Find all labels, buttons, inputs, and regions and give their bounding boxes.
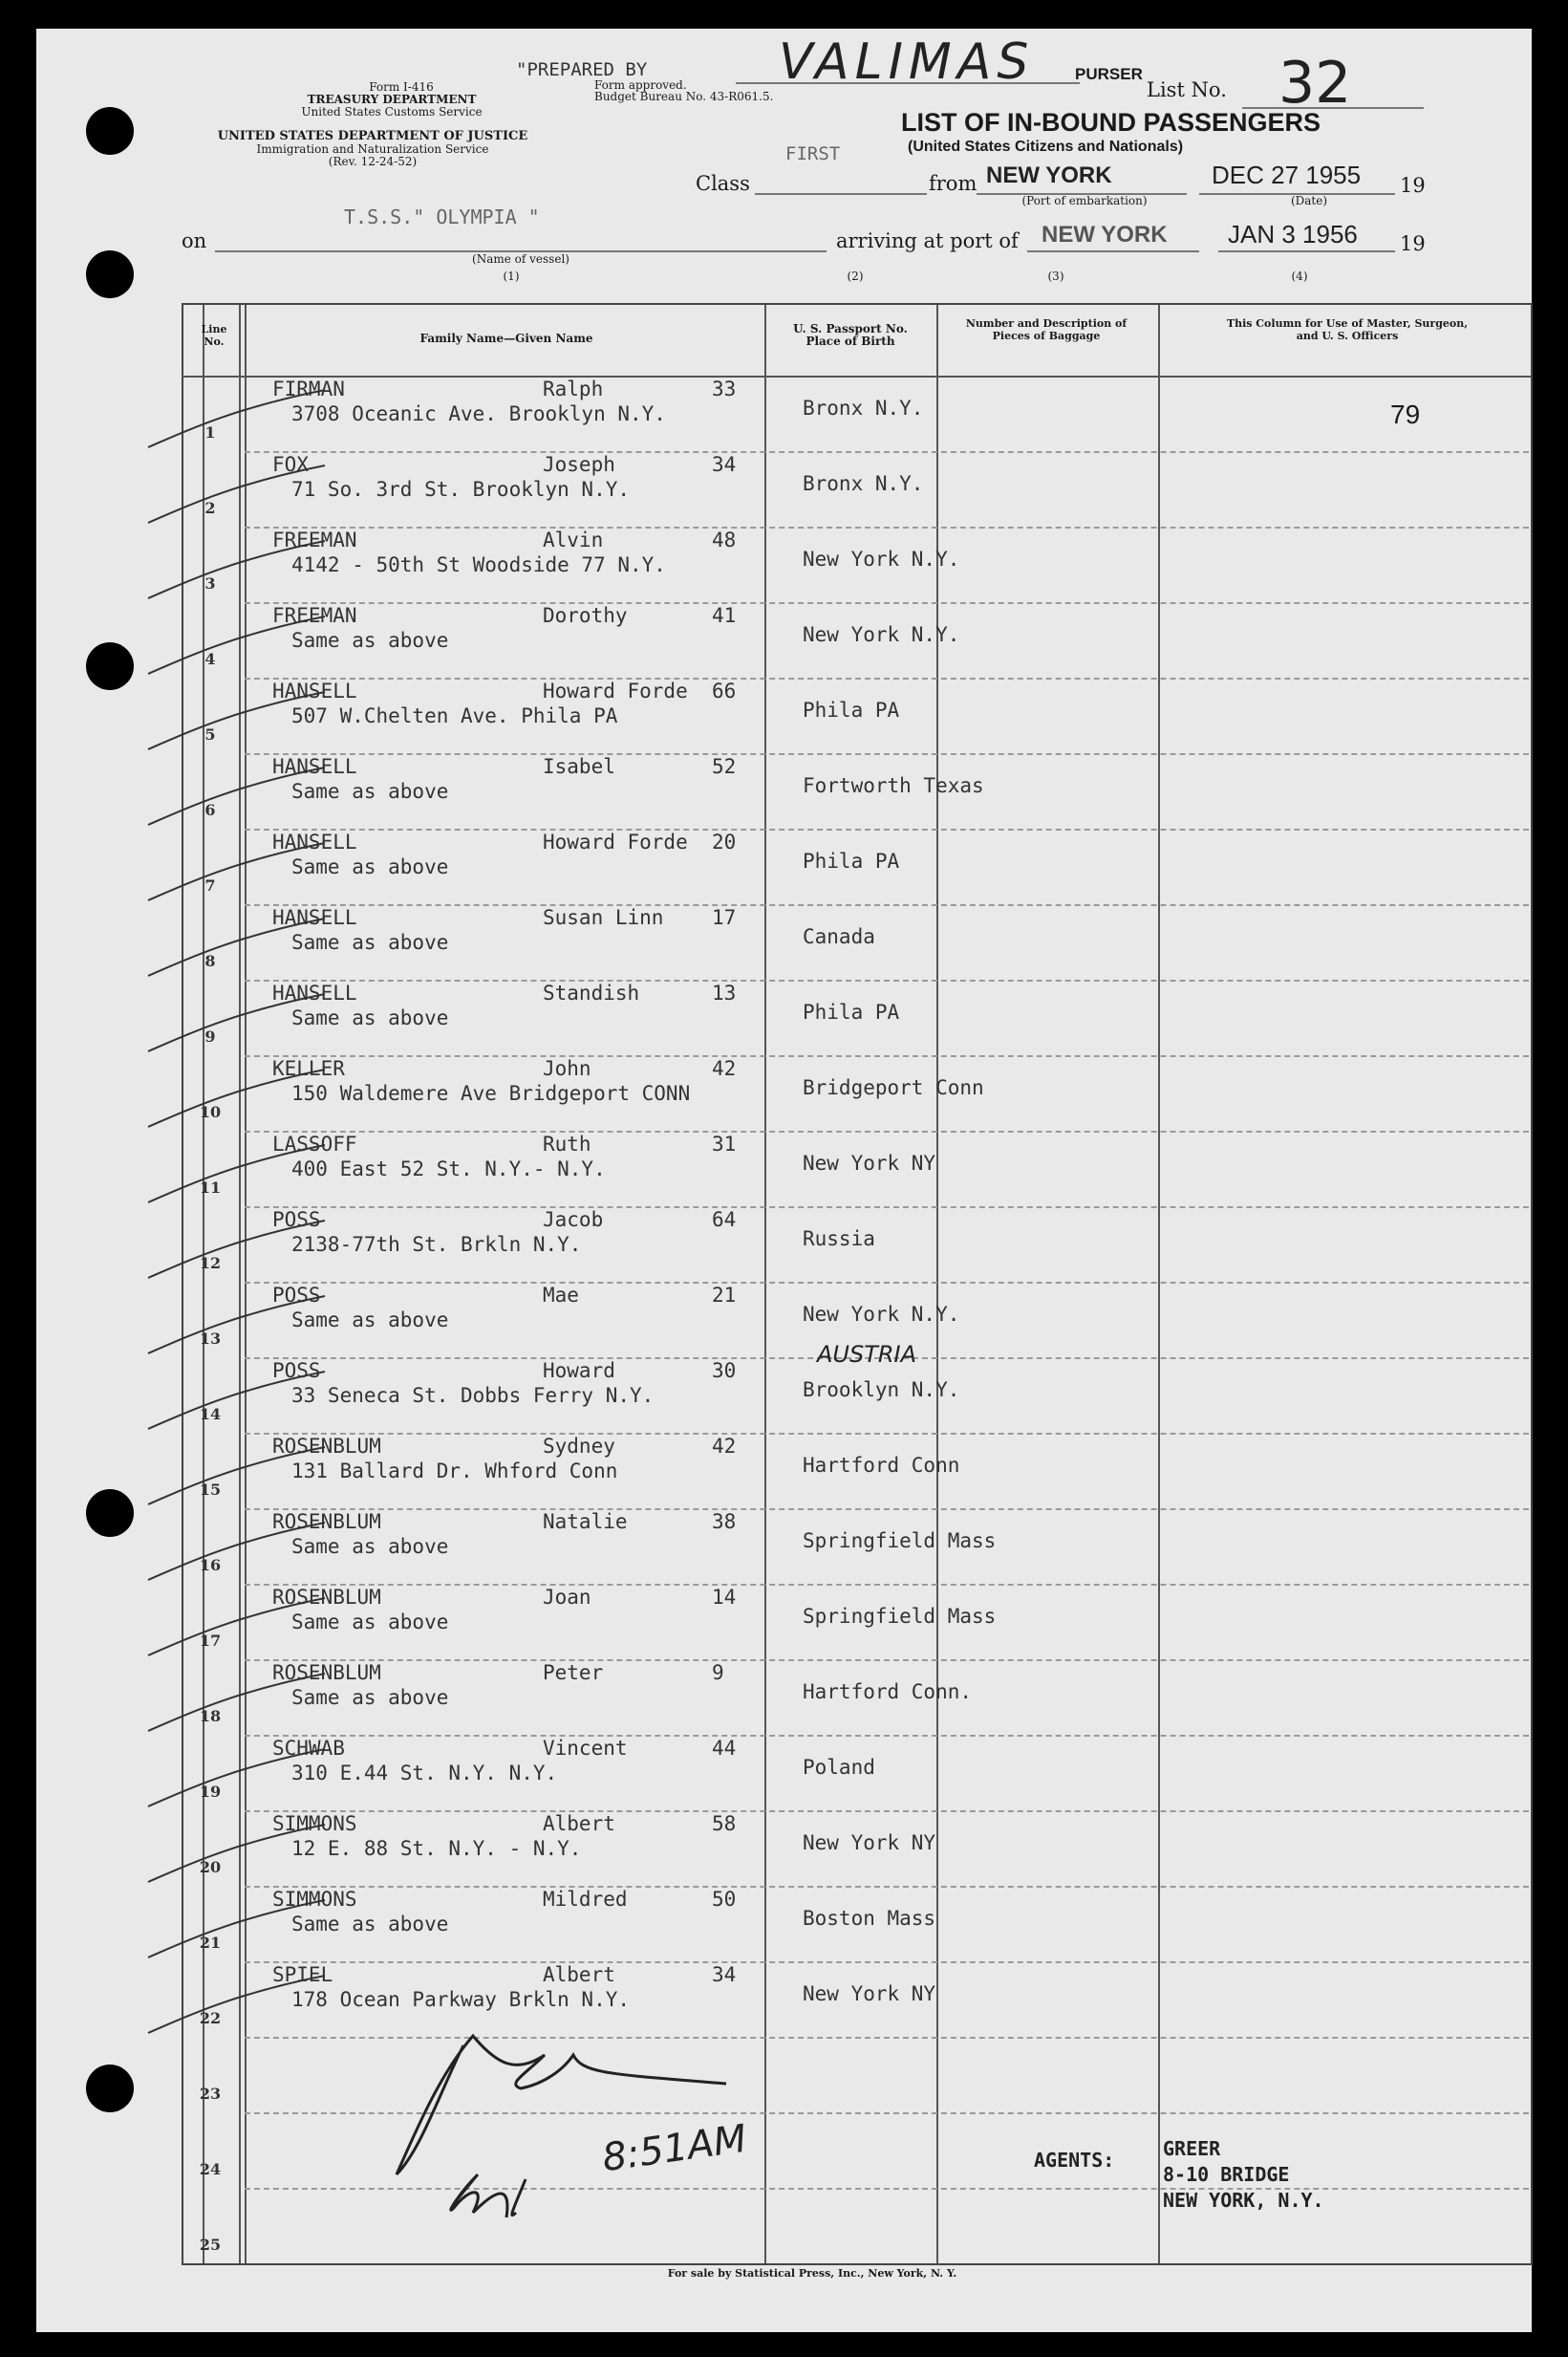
check-mark (143, 687, 334, 754)
passenger-family-name: POSS (272, 1208, 321, 1231)
passenger-birthplace: New York NY (803, 1152, 936, 1175)
line-number: 10 (199, 1103, 222, 1121)
row-divider (245, 678, 1529, 680)
passenger-address: 150 Waldemere Ave Bridgeport CONN (291, 1082, 691, 1105)
passenger-age: 20 (712, 831, 737, 854)
line-number: 15 (199, 1481, 222, 1499)
line-number: 5 (204, 725, 216, 744)
passenger-age: 31 (712, 1133, 737, 1156)
check-mark (143, 385, 334, 452)
customs-service: United States Customs Service (301, 105, 483, 119)
passenger-address: 400 East 52 St. N.Y.- N.Y. (291, 1157, 606, 1180)
check-mark (143, 1895, 334, 1962)
caption-3: (3) (1047, 270, 1064, 283)
arrival-port: NEW YORK (1042, 222, 1168, 248)
passenger-age: 50 (712, 1888, 737, 1911)
check-mark (143, 1291, 334, 1358)
arrival-date-underline (1218, 250, 1395, 252)
line-number: 11 (199, 1178, 222, 1197)
passenger-family-name: FREEMAN (272, 529, 357, 551)
date-caption: (Date) (1290, 194, 1328, 207)
date-19: 19 (1400, 174, 1426, 197)
passenger-birthplace: Phila PA (803, 850, 900, 873)
line-number: 6 (204, 801, 216, 819)
passenger-family-name: POSS (272, 1284, 321, 1307)
passenger-birthplace: New York N.Y. (803, 1303, 960, 1326)
revision: (Rev. 12-24-52) (328, 155, 418, 168)
passenger-given-name: Ralph (543, 378, 604, 400)
line-number: 20 (199, 1858, 222, 1876)
passenger-family-name: FREEMAN (272, 604, 357, 627)
passenger-birthplace: Canada (803, 925, 875, 948)
passenger-birthplace: Bridgeport Conn (803, 1076, 984, 1099)
passenger-given-name: Standish (543, 982, 640, 1005)
caption-1: (1) (503, 270, 520, 283)
passenger-birthplace: Bronx N.Y. (803, 397, 924, 420)
header-passport: U. S. Passport No. Place of Birth (793, 322, 908, 348)
passenger-age: 44 (712, 1737, 737, 1760)
row-divider (245, 602, 1529, 604)
check-mark (143, 1065, 334, 1132)
officer-note: 79 (1390, 400, 1421, 429)
passenger-family-name: SIMMONS (272, 1888, 357, 1911)
line-number: 24 (199, 2160, 222, 2178)
row-divider (245, 1659, 1529, 1661)
passenger-age: 48 (712, 529, 737, 551)
passenger-given-name: Susan Linn (543, 906, 664, 929)
passenger-family-name: HANSELL (272, 755, 357, 778)
passenger-age: 14 (712, 1586, 737, 1609)
passenger-address: 507 W.Chelten Ave. Phila PA (291, 704, 618, 727)
class-underline (755, 193, 927, 195)
passenger-family-name: SIMMONS (272, 1812, 357, 1835)
list-no-label: List No. (1147, 78, 1227, 101)
line-number: 14 (199, 1405, 222, 1423)
header-officers: This Column for Use of Master, Surgeon, and U. S. Officers (1226, 317, 1469, 342)
passenger-birthplace: New York NY (803, 1831, 936, 1854)
line-number: 13 (199, 1330, 222, 1348)
check-mark (143, 1367, 334, 1434)
check-mark (143, 1593, 334, 1660)
passenger-birthplace: Russia (803, 1227, 875, 1250)
passenger-address: 131 Ballard Dr. Whford Conn (291, 1460, 618, 1482)
passenger-birthplace: Brooklyn N.Y. (803, 1378, 960, 1401)
row-divider (245, 451, 1529, 453)
passenger-given-name: Joan (543, 1586, 591, 1609)
passenger-age: 52 (712, 755, 737, 778)
passenger-address: 33 Seneca St. Dobbs Ferry N.Y. (291, 1384, 655, 1407)
line-number: 1 (204, 423, 216, 442)
passenger-age: 33 (712, 378, 737, 400)
check-mark (143, 838, 334, 905)
passenger-age: 58 (712, 1812, 737, 1835)
passenger-family-name: HANSELL (272, 982, 357, 1005)
class-value: FIRST (785, 143, 841, 164)
row-divider (245, 527, 1529, 529)
agents-line-3: NEW YORK, N.Y. (1163, 2189, 1324, 2212)
passenger-family-name: POSS (272, 1359, 321, 1382)
table-header-rule (182, 376, 1531, 378)
from-underline (977, 193, 1187, 195)
line-number: 3 (204, 574, 216, 593)
form-approved: Form approved. (594, 78, 687, 92)
check-mark (143, 612, 334, 679)
passenger-birthplace: New York N.Y. (803, 623, 960, 646)
check-mark (143, 536, 334, 603)
line-number: 17 (199, 1632, 222, 1650)
passenger-address: 71 So. 3rd St. Brooklyn N.Y. (291, 478, 631, 501)
passenger-age: 38 (712, 1510, 737, 1533)
punch-hole (86, 1489, 134, 1537)
form-number: Form I-416 (369, 80, 434, 94)
passenger-age: 9 (712, 1661, 724, 1684)
passenger-birthplace: Springfield Mass (803, 1529, 997, 1552)
check-mark (143, 1744, 334, 1811)
vessel-caption: (Name of vessel) (472, 252, 569, 266)
arrival-port-underline (1027, 250, 1199, 252)
row-divider (245, 1508, 1529, 1510)
passenger-family-name: SPIEL (272, 1963, 333, 1986)
passenger-age: 42 (712, 1435, 737, 1458)
prepared-by-label: "PREPARED BY (516, 59, 648, 80)
line-number: 19 (199, 1783, 222, 1801)
row-divider (245, 1131, 1529, 1133)
caption-4: (4) (1291, 270, 1308, 283)
row-divider (245, 1584, 1529, 1586)
passenger-family-name: FIRMAN (272, 378, 345, 400)
passenger-family-name: ROSENBLUM (272, 1435, 381, 1458)
check-mark (143, 763, 334, 830)
col-rule-baggage (936, 305, 938, 2263)
passenger-family-name: HANSELL (272, 831, 357, 854)
line-number: 2 (204, 499, 216, 517)
port-embark-caption: (Port of embarkation) (1021, 194, 1148, 207)
justice-dept: UNITED STATES DEPARTMENT OF JUSTICE (217, 129, 528, 143)
preparer-name: VALIMAS (779, 33, 1035, 91)
passenger-family-name: HANSELL (272, 680, 357, 703)
passenger-given-name: Alvin (543, 529, 604, 551)
col-rule-passport (764, 305, 766, 2263)
arriving-label: arriving at port of (836, 229, 1019, 252)
passenger-address: 3708 Oceanic Ave. Brooklyn N.Y. (291, 402, 666, 425)
time-note: 8:51AM (599, 2116, 750, 2181)
passenger-age: 64 (712, 1208, 737, 1231)
passenger-birthplace: Hartford Conn. (803, 1680, 973, 1703)
row-divider (245, 1055, 1529, 1057)
line-number: 16 (199, 1556, 222, 1574)
check-mark (143, 1216, 334, 1283)
passenger-family-name: ROSENBLUM (272, 1510, 381, 1533)
passenger-given-name: Peter (543, 1661, 604, 1684)
line-number: 25 (199, 2236, 222, 2254)
passenger-address: 2138-77th St. Brkln N.Y. (291, 1233, 582, 1256)
line-number: 23 (199, 2085, 222, 2103)
line-number: 7 (204, 876, 216, 895)
passenger-family-name: ROSENBLUM (272, 1586, 381, 1609)
row-divider (245, 1206, 1529, 1208)
line-number: 8 (204, 952, 216, 970)
passenger-birthplace: Boston Mass (803, 1907, 936, 1930)
line-number: 22 (199, 2009, 222, 2027)
arrival-date: JAN 3 1956 (1228, 220, 1358, 249)
passenger-family-name: FOX (272, 453, 309, 476)
passenger-birthplace: Fortworth Texas (803, 774, 984, 797)
passenger-birthplace: Phila PA (803, 699, 900, 722)
passenger-address: 310 E.44 St. N.Y. N.Y. (291, 1762, 558, 1784)
passenger-address: 4142 - 50th St Woodside 77 N.Y. (291, 553, 666, 576)
passenger-address: Same as above (291, 1913, 449, 1935)
row-divider (245, 1810, 1529, 1812)
passenger-table (182, 303, 1533, 2265)
vessel-name: T.S.S." OLYMPIA " (344, 205, 540, 228)
line-number: 4 (204, 650, 216, 668)
passenger-given-name: Sydney (543, 1435, 615, 1458)
agents-label: AGENTS: (1034, 2149, 1115, 2172)
col-rule-officers (1158, 305, 1160, 2263)
on-label: on (182, 229, 207, 252)
check-mark (143, 1140, 334, 1207)
check-mark (143, 1442, 334, 1509)
agents-line-2: 8-10 BRIDGE (1163, 2163, 1290, 2186)
punch-hole (86, 642, 134, 690)
ins-service: Immigration and Naturalization Service (256, 142, 489, 156)
passenger-birthplace: New York N.Y. (803, 548, 960, 571)
row-divider (245, 1433, 1529, 1435)
header-name: Family Name—Given Name (419, 332, 593, 345)
passenger-address: Same as above (291, 1535, 449, 1558)
check-mark (143, 461, 334, 528)
passenger-given-name: Albert (543, 1963, 615, 1986)
passenger-address: Same as above (291, 780, 449, 803)
passenger-given-name: Howard Forde (543, 680, 688, 703)
passenger-family-name: SCHWAB (272, 1737, 345, 1760)
line-number: 21 (199, 1934, 222, 1952)
row-divider (245, 829, 1529, 831)
check-mark (143, 1669, 334, 1736)
passenger-age: 13 (712, 982, 737, 1005)
passenger-birthplace: Bronx N.Y. (803, 472, 924, 495)
date-underline (1199, 193, 1395, 195)
form-subtitle: (United States Citizens and Nationals) (908, 139, 1184, 155)
passenger-age: 30 (712, 1359, 737, 1382)
row-divider (245, 1886, 1529, 1888)
caption-2: (2) (847, 270, 864, 283)
passenger-address: 12 E. 88 St. N.Y. - N.Y. (291, 1837, 582, 1860)
punch-hole (86, 107, 134, 155)
printer-credit: For sale by Statistical Press, Inc., New York, N. Y. (667, 2267, 957, 2280)
agents-line-1: GREER (1163, 2137, 1221, 2160)
punch-hole (86, 250, 134, 298)
passenger-given-name: Howard (543, 1359, 615, 1382)
passenger-given-name: Ruth (543, 1133, 591, 1156)
class-label: Class (696, 172, 750, 195)
header-baggage: Number and Description of Pieces of Baggage (965, 317, 1128, 342)
passenger-address: Same as above (291, 1611, 449, 1633)
passenger-birthplace: Springfield Mass (803, 1605, 997, 1628)
departure-date: DEC 27 1955 (1212, 161, 1362, 189)
passenger-given-name: John (543, 1057, 591, 1080)
treasury-dept: TREASURY DEPARTMENT (307, 93, 477, 106)
budget-bureau: Budget Bureau No. 43-R061.5. (594, 90, 774, 103)
passenger-age: 34 (712, 453, 737, 476)
punch-hole (86, 2065, 134, 2112)
line-number: 12 (199, 1254, 222, 1272)
form-title: LIST OF IN-BOUND PASSENGERS (901, 108, 1321, 137)
passenger-given-name: Mildred (543, 1888, 628, 1911)
passenger-family-name: HANSELL (272, 906, 357, 929)
passenger-birthplace: Phila PA (803, 1001, 900, 1024)
passenger-given-name: Howard Forde (543, 831, 688, 854)
row-divider (245, 753, 1529, 755)
line-number: 9 (204, 1027, 216, 1046)
check-mark (143, 1820, 334, 1887)
passenger-address: Same as above (291, 1308, 449, 1331)
header-line-no: Line No. (201, 323, 227, 348)
passenger-given-name: Jacob (543, 1208, 604, 1231)
passenger-birthplace: Poland (803, 1756, 875, 1779)
check-mark (143, 989, 334, 1056)
passenger-family-name: LASSOFF (272, 1133, 357, 1156)
row-divider (245, 1735, 1529, 1737)
passenger-given-name: Isabel (543, 755, 615, 778)
passenger-birthplace: Hartford Conn (803, 1454, 960, 1477)
signature (382, 2017, 745, 2227)
passenger-family-name: KELLER (272, 1057, 345, 1080)
row-divider (245, 1961, 1529, 1963)
passenger-birthplace: New York NY (803, 1982, 936, 2005)
passenger-address: Same as above (291, 1686, 449, 1709)
passenger-given-name: Joseph (543, 453, 615, 476)
line-number: 18 (199, 1707, 222, 1725)
passenger-family-name: ROSENBLUM (272, 1661, 381, 1684)
check-mark (143, 914, 334, 981)
from-label: from (929, 172, 977, 195)
list-no: 32 (1278, 50, 1352, 117)
passenger-age: 34 (712, 1963, 737, 1986)
passenger-age: 66 (712, 680, 737, 703)
passenger-given-name: Albert (543, 1812, 615, 1835)
arrival-19: 19 (1400, 232, 1426, 255)
passenger-address: Same as above (291, 1006, 449, 1029)
passenger-address: Same as above (291, 855, 449, 878)
row-divider (245, 980, 1529, 982)
passenger-address: Same as above (291, 931, 449, 954)
check-mark (143, 1518, 334, 1585)
passenger-age: 42 (712, 1057, 737, 1080)
passenger-given-name: Mae (543, 1284, 579, 1307)
birthplace-correction: AUSTRIA (817, 1341, 917, 1368)
passenger-given-name: Vincent (543, 1737, 628, 1760)
from-port: NEW YORK (986, 162, 1112, 188)
passenger-given-name: Dorothy (543, 604, 628, 627)
check-mark (143, 1971, 334, 2038)
passenger-address: Same as above (291, 629, 449, 652)
passenger-given-name: Natalie (543, 1510, 628, 1533)
passenger-age: 21 (712, 1284, 737, 1307)
row-divider (245, 904, 1529, 906)
preparer-underline (736, 82, 1080, 84)
passenger-address: 178 Ocean Parkway Brkln N.Y. (291, 1988, 631, 2011)
passenger-age: 17 (712, 906, 737, 929)
purser-label: PURSER (1075, 65, 1143, 83)
passenger-age: 41 (712, 604, 737, 627)
row-divider (245, 1282, 1529, 1284)
